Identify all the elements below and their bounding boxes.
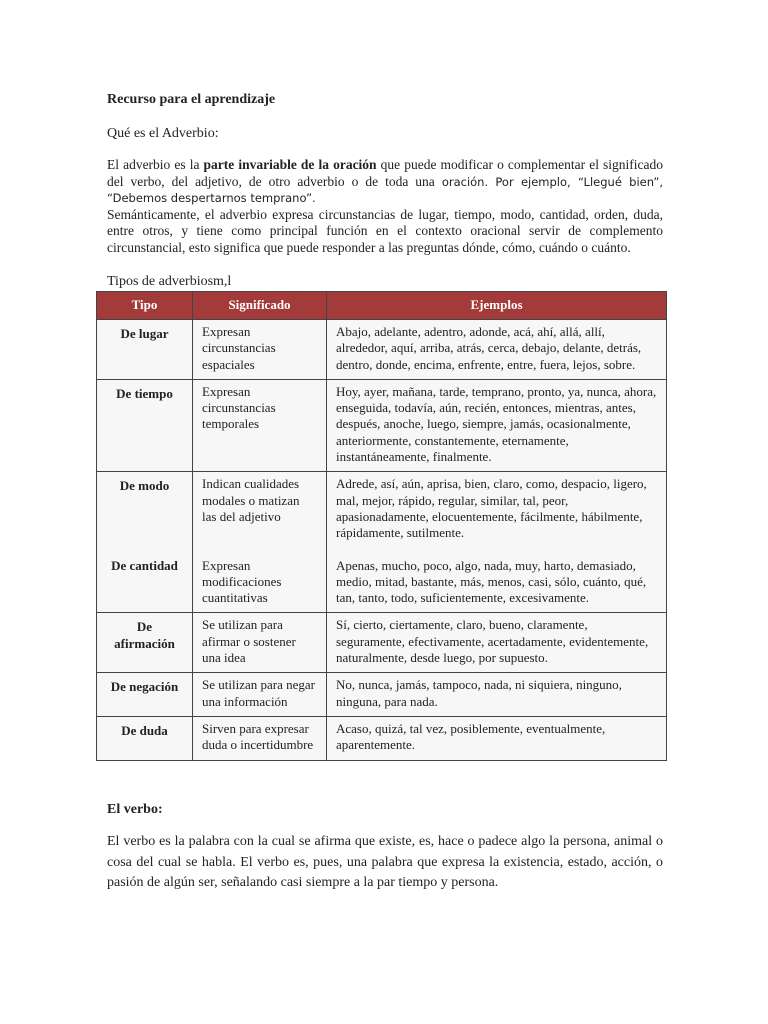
- intro-semantics: Semánticamente, el adverbio expresa circunstancias de lugar, tiempo, modo, cantidad, orden, duda, entre otros, y tiene como principal función en el contexto oracional servir de complemento circunstancial, esto significa que puede responder a las preguntas dónde, cómo, cuándo o cuánto.: [107, 206, 663, 255]
- ejemplos-cell: Acaso, quizá, tal vez, posiblemente, eventualmente, aparentemente.: [327, 716, 667, 760]
- table-row: [97, 320, 667, 380]
- ejemplos-cell: Abajo, adelante, adentro, adonde, acá, ahí, allá, allí, alrededor, aquí, arriba, atrás, cerca, debajo, delante, detrás, dentro, donde, encima, enfrente, entre, fuera, lejos, sobre.: [327, 320, 667, 380]
- intro-lead: El adverbio es la: [107, 157, 200, 172]
- significado-cell: Expresan circunstancias temporales: [193, 379, 327, 471]
- table-row: [97, 548, 667, 613]
- ejemplos-cell: Sí, cierto, ciertamente, claro, bueno, claramente, seguramente, efectivamente, acertadamente, evidentemente, naturalmente, desde luego, por supuesto.: [327, 613, 667, 673]
- intro-paragraph: [107, 157, 663, 256]
- significado-cell: Expresan circunstancias espaciales: [193, 320, 327, 380]
- tipo-cell: De modo: [97, 472, 193, 548]
- ejemplos-cell: Hoy, ayer, mañana, tarde, temprano, pronto, ya, nunca, ahora, enseguida, todavía, aún, recién, entonces, mientras, antes, después, anoche, luego, siempre, jamás, ocasionalmente, anteriormente, constantemente, eternamente, instantáneamente, finalmente.: [327, 379, 667, 471]
- section-subtitle: Qué es el Adverbio:: [107, 126, 219, 141]
- tipo-cell: De cantidad: [97, 548, 193, 613]
- table-header-row: [97, 292, 667, 320]
- table-row: [97, 379, 667, 471]
- verbo-heading: El verbo:: [107, 802, 163, 817]
- header-significado: Significado: [193, 292, 327, 320]
- table-row: [97, 673, 667, 717]
- significado-cell: Se utilizan para afirmar o sostener una idea: [193, 613, 327, 673]
- significado-cell: Indican cualidades modales o matizan las del adjetivo: [193, 472, 327, 548]
- header-tipo: Tipo: [97, 292, 193, 320]
- significado-cell: Se utilizan para negar una información: [193, 673, 327, 717]
- adverb-types-table: [96, 291, 667, 761]
- table-caption: Tipos de adverbiosm,l: [107, 274, 232, 289]
- tipo-cell: De negación: [97, 673, 193, 717]
- intro-bold: parte invariable de la oración: [203, 157, 377, 172]
- table-row: [97, 613, 667, 673]
- ejemplos-cell: No, nunca, jamás, tampoco, nada, ni siquiera, ninguno, ninguna, para nada.: [327, 673, 667, 717]
- intro-example: oración. Por ejemplo, “Llegué bien”, “Debemos despertarnos temprano”.: [107, 174, 664, 205]
- verbo-paragraph: El verbo es la palabra con la cual se afirma que existe, es, hace o padece algo la persona, animal o cosa del cual se habla. El verbo es, pues, una palabra que expresa la existencia, estado, acción, o pasión de algún ser, señalando casi siempre a la par tiempo y persona.: [107, 834, 663, 891]
- intro-rest: que puede modificar o complementar el significado del verbo, del adjetivo, de otro adverbio o de toda una: [107, 157, 664, 189]
- document-title: Recurso para el aprendizaje: [107, 92, 276, 107]
- table-row: [97, 472, 667, 548]
- header-ejemplos: Ejemplos: [327, 292, 667, 320]
- tipo-cell: De tiempo: [97, 379, 193, 471]
- significado-cell: Expresan modificaciones cuantitativas: [193, 548, 327, 613]
- tipo-cell: De lugar: [97, 320, 193, 380]
- ejemplos-cell: Adrede, así, aún, aprisa, bien, claro, como, despacio, ligero, mal, mejor, rápido, regular, similar, tal, peor, apasionadamente, elocuentemente, fácilmente, hábilmente, rápidamente, sutilmente.: [327, 472, 667, 548]
- tipo-cell: De duda: [97, 716, 193, 760]
- ejemplos-cell: Apenas, mucho, poco, algo, nada, muy, harto, demasiado, medio, mitad, bastante, más, menos, casi, sólo, cuánto, qué, tan, tanto, todo, suficientemente, excesivamente.: [327, 548, 667, 613]
- table-row: [97, 716, 667, 760]
- tipo-cell: De afirmación: [97, 613, 193, 673]
- significado-cell: Sirven para expresar duda o incertidumbre: [193, 716, 327, 760]
